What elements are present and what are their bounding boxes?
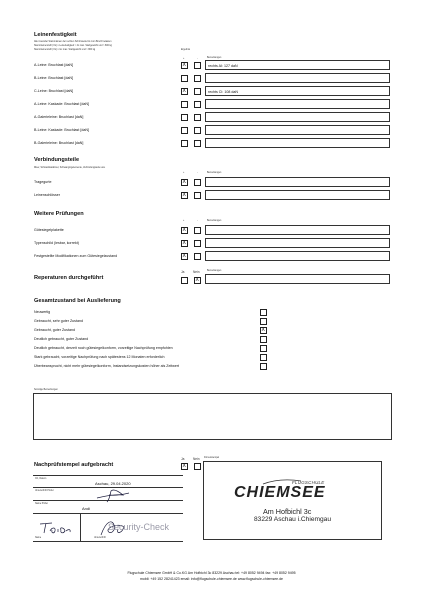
nein-checkbox[interactable]: X: [195, 277, 199, 283]
notes-field[interactable]: [205, 225, 390, 235]
plus-checkbox[interactable]: X: [182, 192, 186, 198]
minus-checkbox[interactable]: [194, 227, 201, 234]
condition-checkbox[interactable]: [260, 309, 267, 316]
stamp-street: Am Hofbichl 3c: [263, 507, 312, 516]
plus-checkbox[interactable]: [181, 127, 188, 134]
condition-checkbox[interactable]: [260, 345, 267, 352]
column-header-plus: +: [183, 220, 185, 222]
notes-field[interactable]: [205, 86, 390, 96]
condition-checkbox[interactable]: [260, 354, 267, 361]
section-title-verbindungsteile: Verbindungsteile: [34, 157, 80, 163]
ja-checkbox[interactable]: X: [182, 463, 186, 469]
section-title-nachpruefstempel: Nachprüfstempel aufgebracht: [34, 462, 114, 468]
stamp-city: 83229 Aschau i.Chiemgau: [254, 516, 331, 523]
condition-checkbox[interactable]: [260, 336, 267, 343]
notes-field[interactable]: [205, 177, 390, 187]
minus-checkbox[interactable]: [194, 114, 201, 121]
plus-checkbox[interactable]: [181, 114, 188, 121]
divider: [33, 541, 183, 542]
remarks-field[interactable]: [33, 393, 392, 440]
section-description-line: Stammleinenzahl (=G) x Gx max. Startgewicht und > 800 kg: [34, 49, 96, 51]
row-label: B-Galerieleine: Bruchlast [daN]: [34, 141, 84, 145]
name-pruefer-value[interactable]: Andi: [82, 506, 91, 511]
condition-label: Gebraucht, guter Zustand: [34, 328, 75, 332]
section-description-line: Alle inneinder Stammleinen der rechten Schirmseite bis zum Bruch belasten: [34, 41, 112, 43]
stamp-label: Firmenstempel: [204, 457, 220, 459]
row-label: A-Leine: Bruchlast [daN]: [34, 63, 73, 67]
notes-field[interactable]: [205, 60, 390, 70]
notes-field[interactable]: [205, 73, 390, 83]
minus-checkbox[interactable]: [194, 75, 201, 82]
plus-checkbox[interactable]: X: [182, 179, 186, 185]
column-header-minus: -: [197, 58, 198, 60]
minus-checkbox[interactable]: [194, 179, 201, 186]
ort-datum-value[interactable]: Aschau, 29.04.2020: [95, 481, 131, 486]
row-label: Tragegurte: [34, 180, 52, 184]
stamp-logo: CHIEMSEE: [234, 484, 326, 501]
notes-field[interactable]: [205, 112, 390, 122]
column-header-minus: -: [197, 220, 198, 222]
notes-field[interactable]: [205, 138, 390, 148]
column-header-ja: Ja: [181, 457, 185, 461]
row-label: B-Leine: Kaskade: Bruchlast [daN]: [34, 128, 89, 132]
condition-label: Deutlich gebraucht, derzeit noch gütesiegelkonform, vorzeitige Nachprüfung empfohlen: [34, 346, 173, 350]
minus-checkbox[interactable]: [194, 101, 201, 108]
condition-label: Überbeansprucht, nicht mehr gütesiegelkonform, Instandsetzungskosten höher als Zeitwert: [34, 364, 180, 368]
plus-checkbox[interactable]: X: [182, 240, 186, 246]
notes-field[interactable]: [205, 274, 390, 284]
column-header-notes: Bemerkungen: [207, 220, 222, 222]
section-description-line: Stammleinenzahl (=G) x Leinefestigkeit > 4x max. Startgewicht und > 800 kg: [34, 45, 112, 47]
column-header-notes: Bemerkungen: [207, 57, 222, 59]
column-header-notes: Bemerkungen: [207, 172, 222, 174]
column-header-notes: Bemerkungen: [207, 270, 222, 272]
company-stamp-box: [203, 461, 382, 540]
minus-checkbox[interactable]: [194, 240, 201, 247]
ort-datum-label: Ort, Datum: [35, 478, 47, 480]
row-label: A-Galerieleine: Bruchlast [daN]: [34, 115, 84, 119]
plus-checkbox[interactable]: [181, 140, 188, 147]
nein-checkbox[interactable]: [194, 463, 201, 470]
notes-field[interactable]: [205, 125, 390, 135]
row-label: C-Leine: Bruchlast [daN]: [34, 89, 74, 93]
notes-value: rechts CI: 108 daN: [208, 89, 238, 94]
column-header-nein: Nein: [193, 270, 200, 274]
remarks-label: Sonstige Bemerkungen: [34, 389, 58, 391]
minus-checkbox[interactable]: [194, 192, 201, 199]
plus-checkbox[interactable]: X: [182, 62, 186, 68]
condition-label: Neuwertig: [34, 310, 51, 314]
unterschrift-pruefer-label: Unterschrift Prüfer: [35, 490, 54, 492]
column-header-minus: -: [197, 172, 198, 174]
column-header-ja: Ja: [181, 270, 185, 274]
section-title-weitere-pruefungen: Weitere Prüfungen: [34, 211, 84, 217]
stamp-logo-small: FLUGSCHULE: [292, 480, 325, 485]
condition-label: Gebraucht, sehr guter Zustand: [34, 319, 83, 323]
row-label: Typenschild (lesbar, korrekt): [34, 241, 79, 245]
divider: [80, 513, 81, 541]
section-title-reperaturen: Reperaturen durchgeführt: [34, 275, 104, 281]
column-header-plus: +: [183, 58, 185, 60]
notes-field[interactable]: [205, 251, 390, 261]
minus-checkbox[interactable]: [194, 140, 201, 147]
section-title-leinenfestigkeit: Leinenfestigkeit: [34, 32, 77, 38]
column-header-plus: +: [183, 172, 185, 174]
notes-value: rechts AI: 127 daN: [208, 63, 238, 68]
minus-checkbox[interactable]: [194, 62, 201, 69]
section-title-gesamtzustand: Gesamtzustand bei Auslieferung: [34, 298, 121, 304]
condition-checkbox[interactable]: X: [261, 327, 265, 333]
divider: [33, 513, 183, 514]
column-header-ergebnis: Ergebnis: [181, 49, 191, 51]
plus-checkbox[interactable]: X: [182, 253, 186, 259]
pruefer-signature: [95, 486, 145, 504]
divider: [33, 475, 183, 476]
notes-field[interactable]: [205, 238, 390, 248]
plus-checkbox[interactable]: X: [182, 88, 186, 94]
watermark: Security-Check: [108, 522, 170, 532]
plus-checkbox[interactable]: [181, 101, 188, 108]
minus-checkbox[interactable]: [194, 253, 201, 260]
condition-label: Stark gebraucht, vorzeitige Nachprüfung nach spätestens 12 Monaten erforderlich: [34, 355, 165, 359]
ja-checkbox[interactable]: [181, 277, 188, 284]
minus-checkbox[interactable]: [194, 127, 201, 134]
row-label: Gütesiegelplakette: [34, 228, 64, 232]
column-header-nein: Nein: [193, 457, 200, 461]
notes-field[interactable]: [205, 99, 390, 109]
footer-line-1: Flugschule Chiemsee GmbH & Co.KG Am Hofbichl 3c 83229 Aschau tel: +49 8052 9494 fax: +49 8052 9495: [127, 571, 296, 575]
footer-line-2: mobil: +49 152 28241423 email: info@flugschule-chiemsee.de www.flugschule-chiemsee.de: [140, 577, 283, 581]
condition-checkbox[interactable]: [260, 318, 267, 325]
unterschrift-label: Unterschrift: [94, 537, 106, 539]
name-signature: [38, 519, 78, 537]
name-label: Name: [35, 537, 42, 539]
plus-checkbox[interactable]: X: [182, 227, 186, 233]
row-label: Leinenschlösser: [34, 193, 60, 197]
name-pruefer-label: Name Prüfer: [35, 503, 49, 505]
row-label: A-Leine: Kaskade: Bruchlast [daN]: [34, 102, 89, 106]
row-label: B-Leine: Bruchlast [daN]: [34, 76, 73, 80]
plus-checkbox[interactable]: [181, 75, 188, 82]
row-label: Festgestellte Modifikationen zum Gütesiegelzustand: [34, 254, 118, 258]
minus-checkbox[interactable]: [194, 88, 201, 95]
section-description: Riser, Schraubkarabiner, Schwangingelemente, Verbindungsteile usw.: [34, 167, 106, 169]
condition-label: Deutlich gebraucht, guter Zustand: [34, 337, 89, 341]
notes-field[interactable]: [205, 190, 390, 200]
condition-checkbox[interactable]: [260, 363, 267, 370]
